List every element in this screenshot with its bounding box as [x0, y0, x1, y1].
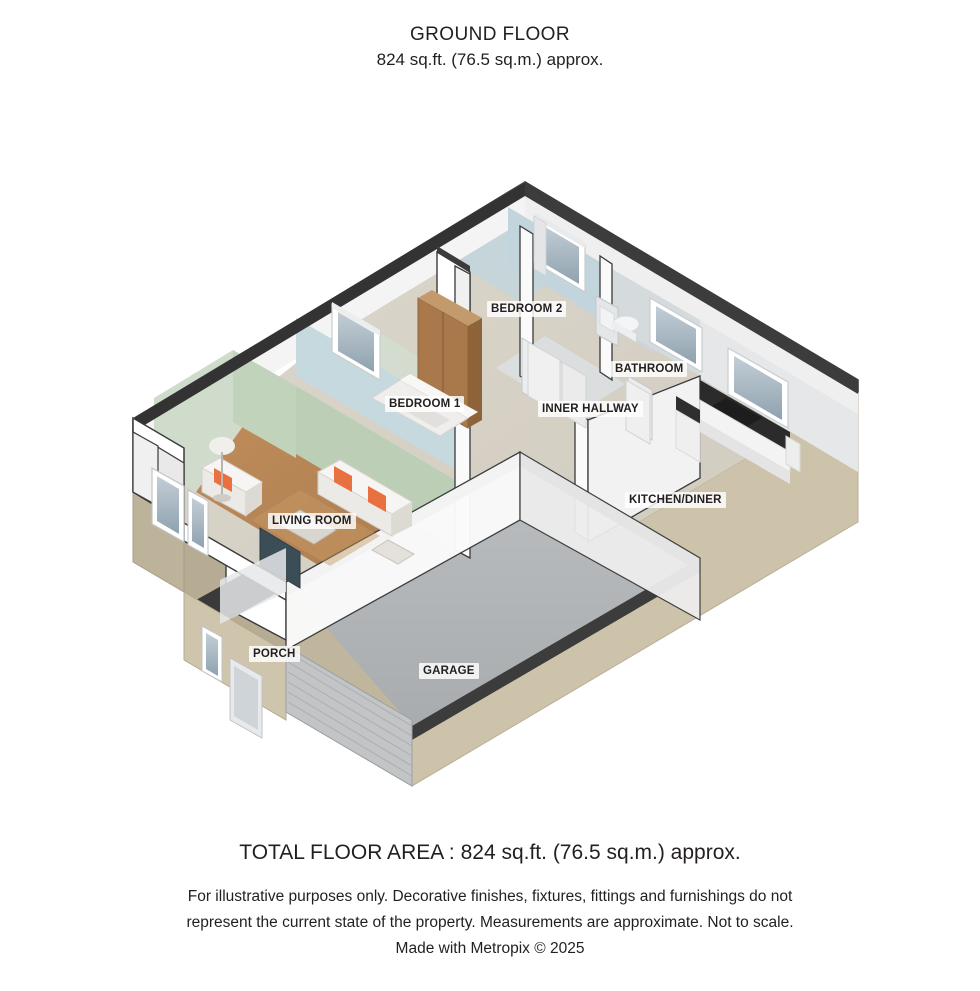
- room-label-garage: GARAGE: [419, 663, 479, 679]
- isometric-floorplan-svg: [0, 80, 980, 820]
- room-label-inner-hallway: INNER HALLWAY: [538, 401, 643, 417]
- room-label-kitchen-diner: KITCHEN/DINER: [625, 492, 726, 508]
- disclaimer-line-2: represent the current state of the property. Measurements are approximate. Not to scale.: [186, 914, 794, 931]
- floor-title: GROUND FLOOR: [410, 24, 570, 45]
- floor-area: 824 sq.ft. (76.5 sq.m.) approx.: [376, 50, 604, 69]
- metropix-credit: Made with Metropix © 2025: [395, 940, 585, 957]
- floorplan-illustration: [0, 80, 980, 820]
- room-label-bedroom-2: BEDROOM 2: [487, 301, 566, 317]
- disclaimer-line-1: For illustrative purposes only. Decorative finishes, fixtures, fittings and furnishings do not: [187, 888, 793, 905]
- total-floor-area: TOTAL FLOOR AREA : 824 sq.ft. (76.5 sq.m.) approx.: [239, 841, 741, 864]
- room-label-bathroom: BATHROOM: [611, 361, 687, 377]
- room-label-bedroom-1: BEDROOM 1: [385, 396, 464, 412]
- plan-header: [0, 22, 980, 72]
- plan-footer: [0, 838, 980, 962]
- room-label-living-room: LIVING ROOM: [268, 513, 356, 529]
- room-label-porch: PORCH: [249, 646, 300, 662]
